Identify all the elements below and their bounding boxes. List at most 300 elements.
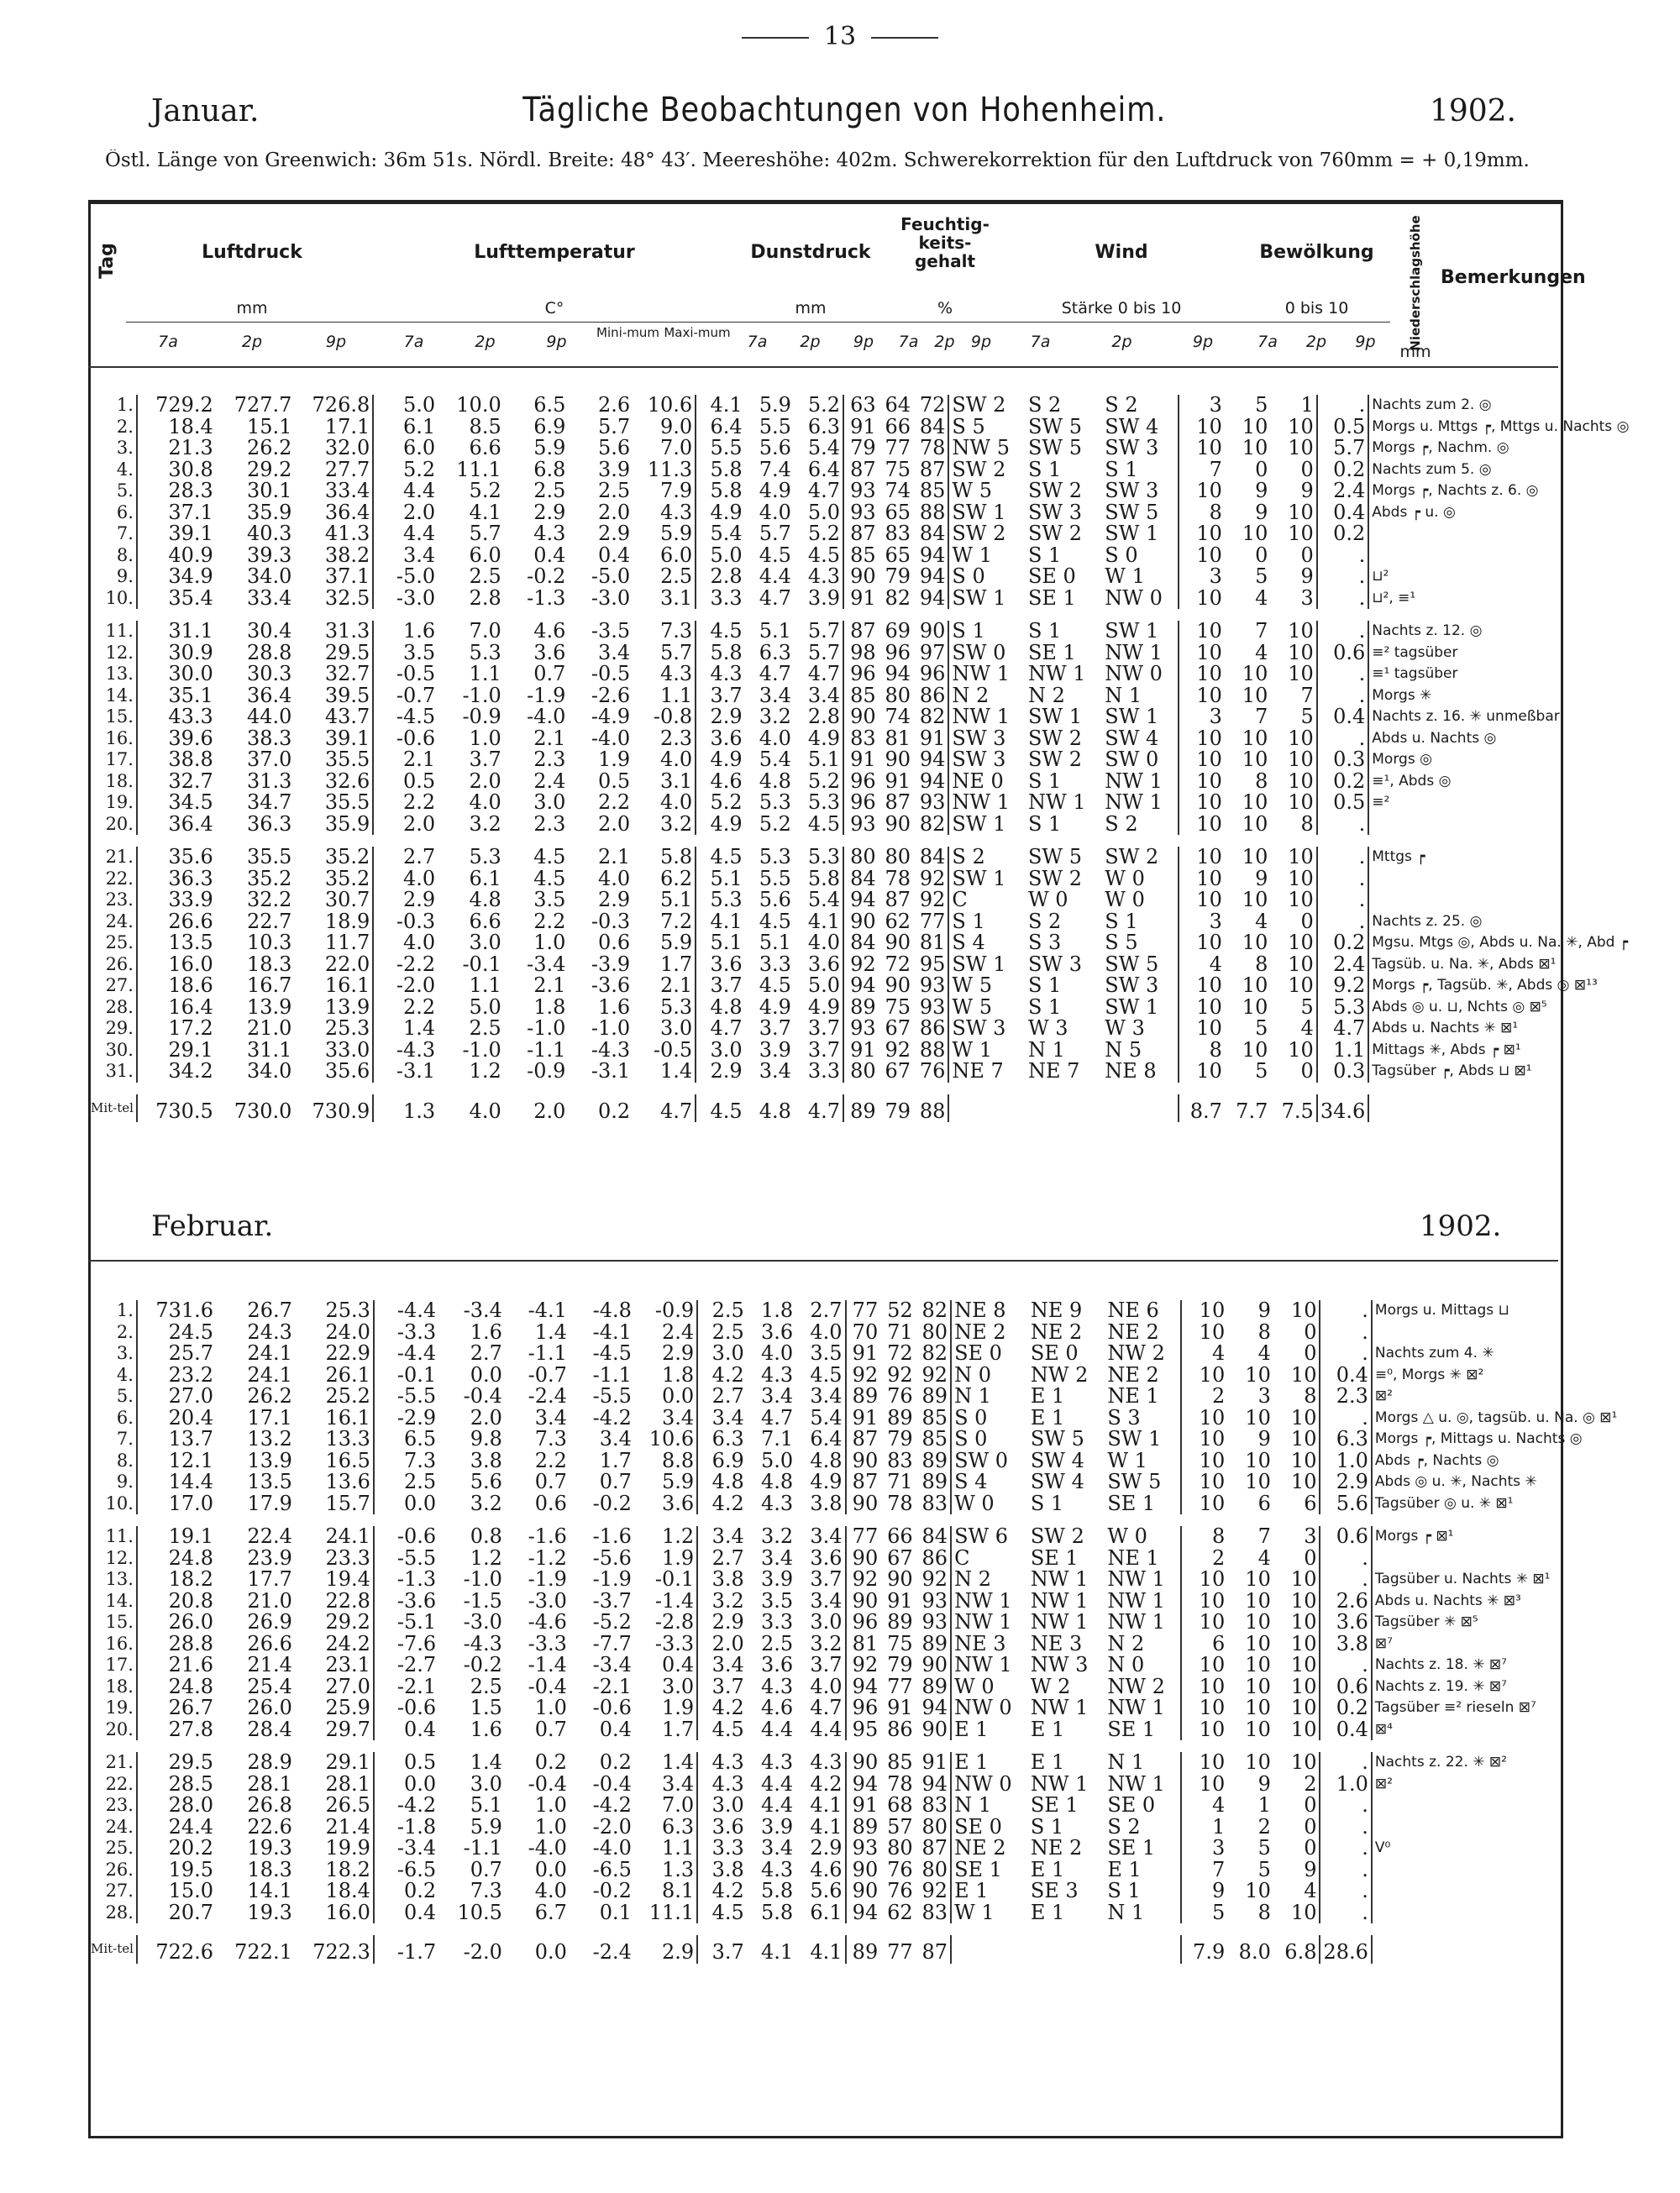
table-cell: 83	[885, 523, 911, 545]
table-cell: 18.	[88, 771, 137, 793]
header-tag: Tag	[97, 243, 118, 279]
table-cell: -3.6	[591, 975, 631, 997]
table-cell: NW 1	[1030, 1569, 1089, 1591]
table-cell: -0.2	[527, 566, 566, 588]
table-cell: 3.7	[759, 1018, 791, 1040]
table-cell: 27.8	[168, 1718, 214, 1740]
mittel-cell: 722.6	[155, 1940, 214, 1964]
table-cell: 26.2	[246, 438, 292, 459]
table-cell: 32.2	[246, 889, 292, 911]
table-cell: 30.4	[246, 621, 292, 643]
table-cell: 6.8	[533, 459, 566, 480]
mittel-cell: 0.2	[597, 1099, 631, 1122]
table-cell: 80	[885, 847, 911, 868]
table-cell: -1.6	[592, 1526, 632, 1548]
table-cell: 4.3	[761, 1752, 794, 1774]
table-cell: 8.8	[634, 1451, 697, 1472]
mittel-cell: 4.5	[710, 1099, 743, 1122]
table-cell: 6	[1257, 1493, 1271, 1514]
table-cell: 92	[916, 1569, 951, 1591]
table-cell: 0.6	[597, 932, 631, 954]
table-cell: -2.6	[591, 685, 631, 706]
table-cell: -4.6	[528, 1612, 567, 1634]
table-cell: C	[952, 889, 968, 911]
table-cell: ≡⁰, Morgs ✳ ⊠²	[1374, 1366, 1484, 1383]
table-cell: 5.4	[794, 438, 843, 459]
table-cell: 0.2	[534, 1752, 567, 1774]
table-cell: 17.	[88, 1655, 137, 1676]
table-cell: 10	[1273, 1752, 1320, 1774]
table-cell: Abds ◎ u. ✳, Nachts ✳	[1374, 1473, 1537, 1490]
table-cell: 10	[1242, 664, 1268, 685]
table-cell: 28.0	[168, 1795, 214, 1817]
table-cell: 38.3	[246, 727, 292, 749]
table-cell: 85	[887, 1752, 913, 1774]
table-cell: 89	[852, 1386, 879, 1408]
table-cell: 87	[913, 459, 948, 481]
table-cell: 2.9	[533, 501, 566, 523]
table-cell: 10	[1270, 749, 1316, 771]
table-cell: 29.1	[295, 1752, 374, 1774]
header-fg-2p: 2p	[934, 333, 955, 351]
table-cell: 4	[1257, 1343, 1271, 1365]
table-row	[88, 566, 1680, 588]
table-cell: 10	[1242, 727, 1268, 749]
table-cell: -0.2	[592, 1493, 632, 1514]
table-cell: N 1	[954, 1795, 991, 1817]
table-cell: 7.2	[633, 911, 696, 933]
table-cell: 1.	[88, 395, 137, 417]
mittel-cell: 0.0	[534, 1940, 567, 1964]
table-cell: 36.3	[168, 868, 213, 889]
table-cell: 9	[1257, 1429, 1271, 1451]
table-cell: -4.4	[396, 1343, 437, 1365]
table-cell: 91	[850, 416, 876, 438]
table-cell: Morgs ┍, Mittags u. Nachts ◎	[1374, 1430, 1583, 1447]
table-cell	[1372, 1817, 1680, 1839]
table-cell: 16.0	[295, 1902, 374, 1924]
table-cell: 38.2	[294, 545, 373, 567]
table-cell: 6.3	[1320, 1429, 1371, 1451]
header-wind-unit: Stärke 0 bis 10	[1061, 299, 1182, 317]
table-cell: -3.5	[591, 621, 631, 643]
table-cell: 10	[1196, 587, 1222, 609]
table-cell: S 2	[1105, 1817, 1181, 1839]
table-cell: 33.4	[246, 587, 292, 609]
table-cell: -6.5	[396, 1859, 437, 1881]
table-cell: 3.6	[761, 1321, 794, 1343]
mittel-cell: 4.8	[759, 1099, 791, 1122]
table-cell: SW 5	[1027, 847, 1082, 868]
table-cell: 5.9	[533, 438, 566, 459]
table-cell: 18.	[88, 1676, 137, 1698]
table-cell: 72	[913, 395, 948, 417]
table-cell: -3.0	[396, 587, 436, 609]
table-cell: Abds u. Nachts ✳ ⊠³	[1374, 1592, 1521, 1609]
table-cell: Nachts z. 18. ✳ ⊠⁷	[1374, 1656, 1507, 1673]
table-row	[88, 1548, 1680, 1570]
table-cell: 10	[1196, 975, 1222, 997]
table-cell: 1.1	[633, 685, 696, 707]
table-cell: 3.8	[711, 1859, 744, 1881]
table-cell: 4	[1255, 587, 1268, 609]
table-cell: 34.7	[246, 792, 292, 814]
table-cell: 4.5	[533, 847, 566, 868]
table-cell: 5.9	[634, 1472, 697, 1493]
table-cell: SW 5	[1027, 416, 1082, 438]
table-cell: S 2	[1102, 395, 1179, 417]
table-cell: 3.7	[794, 1040, 843, 1062]
table-cell: 4.7	[759, 664, 791, 685]
table-cell: 28.4	[247, 1718, 292, 1740]
table-cell: -4.8	[592, 1300, 632, 1322]
table-cell: 7.3	[534, 1429, 567, 1451]
table-cell: 13.9	[294, 997, 373, 1019]
table-cell: -3.1	[396, 1061, 436, 1083]
table-cell: -2.2	[396, 953, 436, 975]
table-cell: NE 3	[1030, 1633, 1083, 1655]
table-cell: 1.2	[470, 1547, 502, 1569]
table-cell: 4.7	[1317, 1018, 1368, 1040]
table-cell: 10	[1245, 1752, 1271, 1774]
table-cell: N 1	[1105, 1902, 1181, 1924]
table-cell: 2.5	[711, 1321, 744, 1343]
table-cell: 2	[1211, 1547, 1226, 1569]
table-cell: 2.5	[633, 566, 696, 588]
table-cell: 5.6	[795, 1881, 845, 1902]
table-cell: 1.6	[597, 996, 631, 1018]
table-cell: 10	[1199, 1569, 1226, 1591]
table-cell: E 1	[1030, 1859, 1065, 1881]
table-cell: 8	[1209, 1039, 1222, 1061]
table-cell: 2.5	[469, 1018, 501, 1040]
table-cell: 0.4	[404, 1902, 437, 1923]
table-cell: 8	[1257, 1321, 1271, 1343]
table-cell: 10	[1273, 1451, 1320, 1472]
table-cell: .	[1317, 685, 1368, 707]
table-cell: 89	[887, 1407, 913, 1429]
table-row	[88, 502, 1680, 524]
table-cell: 10	[1242, 438, 1268, 459]
table-cell: .	[1317, 911, 1368, 933]
table-cell: -1.4	[528, 1655, 567, 1676]
table-row	[88, 395, 1680, 417]
table-cell: 93	[916, 1591, 951, 1613]
table-cell: 23.9	[247, 1547, 292, 1569]
table-cell: -4.4	[396, 1300, 437, 1322]
table-cell: 8.	[88, 1451, 137, 1472]
table-cell: NW 5	[952, 438, 1010, 459]
table-cell: 71	[887, 1472, 913, 1493]
table-row	[88, 1838, 1680, 1860]
table-cell: S 3	[1105, 1408, 1181, 1430]
table-cell: 57	[887, 1816, 913, 1838]
table-cell: 3.6	[710, 953, 743, 975]
table-cell: 5.0	[403, 395, 436, 417]
table-cell: S 1	[1030, 1493, 1064, 1514]
table-cell: 4.4	[403, 480, 436, 502]
table-cell: 5.7	[794, 643, 843, 664]
table-cell: -6.5	[592, 1859, 632, 1881]
table-row	[88, 728, 1680, 750]
table-cell: -4.5	[396, 706, 436, 728]
table-cell: 78	[887, 1773, 913, 1795]
table-cell: 32.6	[294, 771, 373, 793]
table-cell: 37.1	[294, 566, 373, 588]
table-cell: 3.7	[795, 1655, 845, 1676]
table-cell: 93	[850, 501, 876, 523]
table-cell: 2.	[88, 1322, 137, 1344]
table-cell: 4	[1270, 1018, 1316, 1040]
table-cell: 4.7	[761, 1407, 794, 1429]
table-cell: -0.2	[463, 1655, 502, 1676]
table-cell: -4.3	[396, 1039, 436, 1061]
header-bemerkungen: Bemerkungen	[1441, 267, 1586, 288]
table-cell: SW 3	[1102, 438, 1179, 459]
table-cell: 1.2	[634, 1526, 697, 1548]
mittel-cell	[948, 1094, 1026, 1123]
table-cell: 5.2	[469, 480, 501, 502]
table-cell: 90	[885, 749, 911, 771]
table-cell: 13.9	[247, 1450, 292, 1472]
table-cell: 9	[1211, 1881, 1226, 1902]
table-cell: SE 1	[1105, 1493, 1181, 1515]
table-cell: 34.2	[168, 1061, 213, 1083]
table-cell: 92	[887, 1364, 913, 1386]
table-cell: 0.2	[1317, 459, 1368, 481]
table-cell: 3.3	[794, 1061, 843, 1083]
table-row	[88, 438, 1680, 459]
table-cell: 27.0	[295, 1676, 374, 1698]
table-cell: 10	[1196, 664, 1222, 685]
mittel-row	[88, 1935, 1680, 1964]
table-cell: 3.0	[470, 1773, 502, 1795]
table-cell: 10	[1273, 1408, 1320, 1430]
table-cell: 35.4	[168, 587, 213, 609]
table-cell: 96	[913, 664, 948, 685]
table-cell: 39.1	[168, 523, 213, 545]
page-number: 13	[0, 22, 1680, 51]
table-cell: 98	[850, 642, 876, 664]
row-gap	[88, 1923, 1680, 1935]
table-cell: 10	[1199, 1655, 1226, 1676]
table-cell: 5.7	[759, 523, 791, 545]
table-cell: .	[1320, 1881, 1371, 1902]
table-cell: 92	[916, 1365, 951, 1387]
table-cell: 90	[852, 1590, 879, 1612]
table-cell: 731.6	[155, 1300, 214, 1322]
table-cell: 4.7	[710, 1018, 743, 1040]
table-cell: 5.8	[710, 642, 743, 664]
table-cell: 21.3	[168, 438, 213, 459]
table-cell: 4.5	[795, 1365, 845, 1387]
table-cell: 4.0	[597, 868, 631, 889]
table-cell: 26.	[88, 954, 137, 976]
mittel-cell: 28.6	[1320, 1935, 1371, 1964]
table-cell: 10	[1199, 1676, 1226, 1697]
table-cell: 94	[913, 566, 948, 588]
table-cell: 3.2	[711, 1590, 744, 1612]
table-cell: 16.1	[294, 975, 373, 997]
table-cell: 19.3	[247, 1838, 292, 1860]
table-cell	[1368, 868, 1680, 890]
table-cell: -2.4	[528, 1386, 567, 1408]
table-cell: 2.0	[469, 770, 501, 792]
table-cell: 4.1	[794, 911, 843, 933]
table-cell: 10	[1273, 1902, 1320, 1924]
table-cell: 5.6	[759, 889, 791, 911]
table-row	[88, 1860, 1680, 1881]
table-cell: 21.6	[168, 1655, 214, 1676]
table-cell: 13.7	[168, 1429, 214, 1451]
table-row	[88, 685, 1680, 707]
table-cell: 33.4	[294, 480, 373, 502]
table-cell: -2.1	[592, 1676, 632, 1697]
header-wind: Wind	[1095, 242, 1148, 263]
table-cell: 5.1	[794, 749, 843, 771]
table-cell: 78	[913, 438, 948, 459]
table-cell: 3.3	[710, 587, 743, 609]
table-cell: 20.4	[168, 1407, 214, 1429]
table-cell: 0.4	[1320, 1719, 1371, 1741]
table-cell: 26.0	[168, 1612, 214, 1634]
table-cell: 3.7	[711, 1676, 744, 1697]
table-cell: -0.7	[528, 1364, 567, 1386]
table-cell: 39.6	[168, 727, 213, 749]
table-cell: 1.0	[534, 1795, 567, 1817]
table-cell: -1.3	[527, 587, 566, 609]
table-cell: 2.2	[403, 792, 436, 814]
table-cell: 26.7	[168, 1697, 214, 1719]
table-cell: -3.6	[396, 1590, 437, 1612]
table-cell: 10	[1196, 749, 1222, 771]
table-cell: 0.3	[1317, 749, 1368, 771]
table-row	[88, 545, 1680, 567]
table-cell: 19.3	[247, 1902, 292, 1923]
table-cell: 34.0	[246, 566, 292, 588]
table-cell: 93	[913, 997, 948, 1019]
table-cell: -5.6	[592, 1547, 632, 1569]
table-cell: 11.1	[456, 459, 501, 480]
table-cell: SE 1	[1030, 1795, 1079, 1817]
table-cell: 10	[1196, 792, 1222, 814]
table-cell: 6.4	[794, 459, 843, 481]
table-cell: 25.3	[295, 1300, 374, 1322]
table-cell: 4.6	[710, 770, 743, 792]
table-cell: 5.3	[794, 847, 843, 868]
table-cell: SE 0	[1027, 566, 1076, 588]
table-cell: SW 2	[952, 395, 1006, 417]
header-dd-7a: 7a	[747, 333, 768, 351]
table-cell: 35.2	[246, 868, 292, 889]
table-cell: 11.	[88, 1526, 137, 1548]
row-gap	[88, 1083, 1680, 1094]
table-cell: 86	[916, 1548, 951, 1570]
table-cell: 4	[1257, 1547, 1271, 1569]
table-cell: Tagsüb. u. Na. ✳, Abds ⊠¹	[1372, 955, 1557, 973]
table-cell: SW 5	[1027, 438, 1082, 459]
table-cell: 0.4	[1320, 1365, 1371, 1387]
table-cell: 3.4	[534, 1407, 567, 1429]
mittel-cell: 722.1	[234, 1940, 292, 1964]
table-cell: 94	[850, 975, 876, 997]
table-cell: 7.	[88, 523, 137, 545]
table-cell: 5.	[88, 480, 137, 502]
table-cell: 13.9	[246, 996, 292, 1018]
section-rule	[88, 1260, 1558, 1262]
table-cell	[1368, 545, 1680, 567]
table-cell: 9	[1270, 566, 1316, 588]
table-cell: 10.0	[456, 395, 501, 417]
header-dd-9p: 9p	[853, 333, 874, 351]
table-cell: SW 3	[1027, 953, 1082, 975]
mittel-cell: 7.5	[1270, 1094, 1316, 1123]
mittel-cell: 4.1	[795, 1935, 845, 1964]
table-cell: -1.0	[527, 1018, 566, 1040]
table-cell: ⊠²	[1374, 1388, 1393, 1404]
table-cell: S 1	[1102, 459, 1179, 481]
table-cell: 1.7	[599, 1450, 632, 1472]
table-cell: 16.	[88, 728, 137, 750]
table-cell: 79	[885, 566, 911, 588]
table-cell: 94	[916, 1774, 951, 1796]
table-cell: 2.0	[597, 501, 631, 523]
table-cell: 729.2	[155, 395, 213, 417]
table-cell: 2.5	[597, 480, 631, 502]
table-cell: 16.	[88, 1634, 137, 1655]
table-cell: 9.	[88, 1472, 137, 1493]
table-cell: 5.4	[759, 749, 791, 771]
table-cell: NE 2	[954, 1321, 1006, 1343]
table-cell: 5.5	[759, 416, 791, 438]
table-cell: 7.3	[633, 621, 696, 643]
table-cell: SW 3	[1102, 975, 1179, 997]
table-cell: 2.0	[470, 1407, 502, 1429]
table-cell: 80	[850, 847, 876, 868]
table-cell: 7	[1209, 459, 1222, 480]
table-cell: 2.5	[469, 566, 501, 588]
header-subrule	[126, 322, 1390, 323]
table-cell: 87	[850, 459, 876, 480]
table-cell: SW 1	[952, 501, 1006, 523]
table-cell: -5.5	[396, 1386, 437, 1408]
table-row	[88, 1040, 1680, 1062]
table-cell: 32.5	[294, 588, 373, 610]
table-cell: 89	[850, 996, 876, 1018]
table-cell: 3.8	[795, 1493, 845, 1515]
table-cell: 5.4	[794, 889, 843, 911]
table-cell: 6.	[88, 502, 137, 524]
table-cell: 28.5	[168, 1773, 214, 1795]
table-cell: .	[1317, 868, 1368, 890]
table-cell: 5.7	[794, 621, 843, 643]
table-cell	[1372, 1860, 1680, 1881]
table-row	[88, 1655, 1680, 1676]
table-cell: 81	[885, 727, 911, 749]
table-cell: SW 5	[1102, 502, 1179, 524]
table-cell: 2.9	[795, 1838, 845, 1860]
table-cell: 21.0	[246, 1018, 292, 1040]
table-cell: 64	[885, 395, 911, 417]
table-cell: 10	[1196, 621, 1222, 643]
station-info: Östl. Länge von Greenwich: 36m 51s. Nördl. Breite: 48° 43′. Meereshöhe: 402m. Schwerekorrektion für den Luftdruck von 760mm = + 0,19mm.	[105, 150, 1530, 171]
table-cell: N 1	[1027, 1039, 1065, 1061]
mittel-cell: 77	[887, 1940, 913, 1964]
table-row	[88, 814, 1680, 836]
table-cell: 74	[885, 706, 911, 728]
table-cell: 33.9	[168, 889, 213, 911]
table-cell: 0.6	[1317, 643, 1368, 664]
